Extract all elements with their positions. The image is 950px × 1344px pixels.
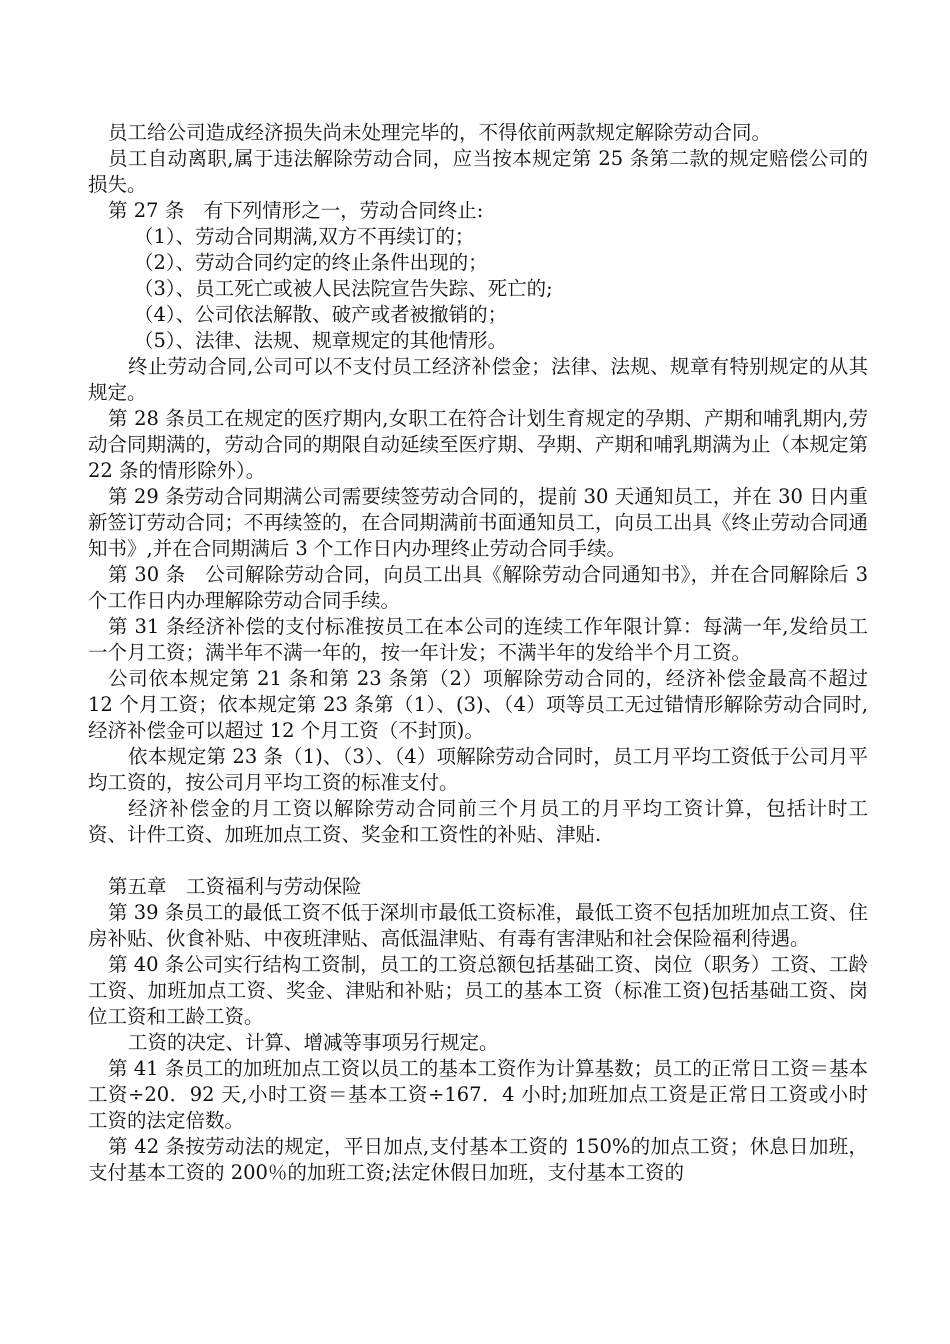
blank-line	[88, 848, 868, 874]
paragraph: 第 28 条员工在规定的医疗期内,女职工在符合计划生育规定的孕期、产期和哺乳期内,劳动合同期满的，劳动合同的期限自动延续至医疗期、孕期、产期和哺乳期满为止（本规定第 22 条的情形除外）。	[88, 407, 869, 482]
paragraph: 公司依本规定第 21 条和第 23 条第（2）项解除劳动合同的，经济补偿金最高不超过 12 个月工资；依本规定第 23 条第（1）、(3)、（4）项等员工无过错情形解除劳动合同时,经济补偿金可以超过 12 个月工资（不封顶)。	[88, 667, 868, 742]
paragraph: 员工给公司造成经济损失尚未处理完毕的，不得依前两款规定解除劳动合同。	[108, 121, 772, 144]
list-item: （4）、公司依法解散、破产或者被撤销的；	[134, 303, 508, 326]
list-item: （3）、员工死亡或被人民法院宣告失踪、死亡的;	[134, 277, 553, 300]
paragraph: 第 39 条员工的最低工资不低于深圳市最低工资标准，最低工资不包括加班加点工资、住房补贴、伙食补贴、中夜班津贴、高低温津贴、有毒有害津贴和社会保险福利待遇。	[88, 901, 868, 950]
list-item: （1）、劳动合同期满,双方不再续订的；	[134, 225, 475, 248]
paragraph: 第 30 条 公司解除劳动合同，向员工出具《解除劳动合同通知书》，并在合同解除后 3 个工作日内办理解除劳动合同手续。	[88, 563, 868, 612]
paragraph: 第 41 条员工的加班加点工资以员工的基本工资作为计算基数；员工的正常日工资＝基本工资÷20．92 天,小时工资＝基本工资÷167．4 小时;加班加点工资是正常日工资或小时工资的法定倍数。	[88, 1057, 868, 1132]
paragraph: 依本规定第 23 条（1)、（3）、（4）项解除劳动合同时，员工月平均工资低于公司月平均工资的，按公司月平均工资的标准支付。	[88, 745, 868, 794]
paragraph: 第 29 条劳动合同期满公司需要续签劳动合同的，提前 30 天通知员工，并在 30 日内重新签订劳动合同；不再续签的，在合同期满前书面通知员工，向员工出具《终止劳动合同通知书》,并在合同期满后 3 个工作日内办理终止劳动合同手续。	[88, 485, 869, 560]
paragraph: 终止劳动合同,公司可以不支付员工经济补偿金；法律、法规、规章有特别规定的从其规定。	[88, 355, 868, 404]
chapter-heading: 第五章 工资福利与劳动保险	[108, 875, 362, 898]
paragraph: 第 40 条公司实行结构工资制，员工的工资总额包括基础工资、岗位（职务）工资、工龄工资、加班加点工资、奖金、津贴和补贴；员工的基本工资（标准工资)包括基础工资、岗位工资和工龄工资。	[88, 953, 868, 1028]
paragraph: 第 31 条经济补偿的支付标准按员工在本公司的连续工作年限计算：每满一年,发给员工一个月工资；满半年不满一年的，按一年计发；不满半年的发给半个月工资。	[88, 615, 868, 664]
document-body	[88, 120, 868, 1186]
paragraph: 员工自动离职,属于违法解除劳动合同，应当按本规定第 25 条第二款的规定赔偿公司的损失。	[88, 147, 868, 196]
paragraph: 第 42 条按劳动法的规定，平日加点,支付基本工资的 150%的加点工资；休息日加班，支付基本工资的 200％的加班工资;法定休假日加班，支付基本工资的	[88, 1135, 868, 1184]
paragraph: 经济补偿金的月工资以解除劳动合同前三个月员工的月平均工资计算，包括计时工资、计件工资、加班加点工资、奖金和工资性的补贴、津贴.	[88, 797, 868, 846]
list-item: （5）、法律、法规、规章规定的其他情形。	[134, 329, 508, 352]
list-item: （2）、劳动合同约定的终止条件出现的；	[134, 251, 488, 274]
article-heading: 第 27 条 有下列情形之一，劳动合同终止:	[108, 199, 484, 222]
paragraph: 工资的决定、计算、增减等事项另行规定。	[128, 1031, 499, 1054]
